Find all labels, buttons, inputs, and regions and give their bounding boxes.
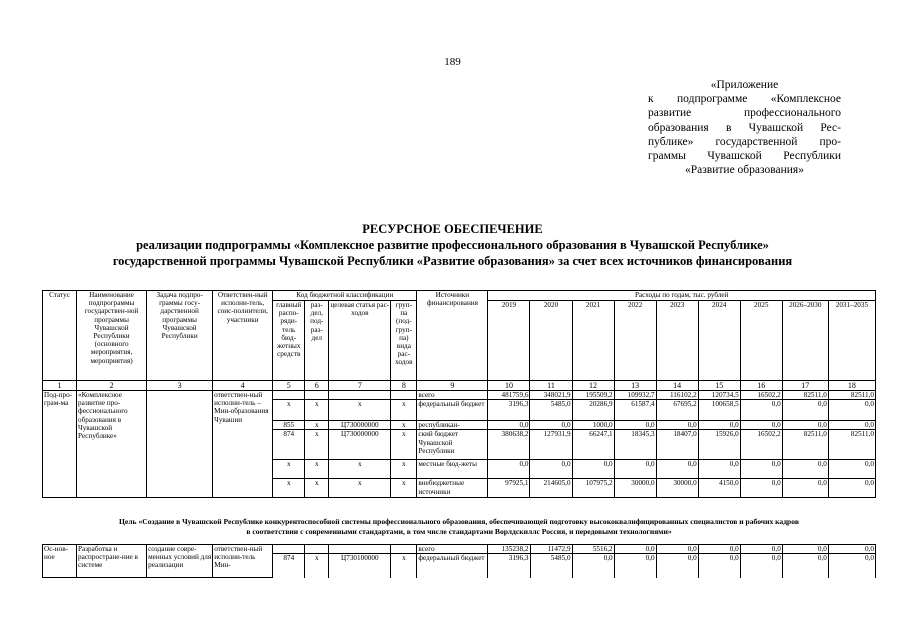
header-year: 2023 [656,301,698,381]
cell-group: x [391,421,417,430]
appendix-line: к подпрограмме «Комплексное [648,93,841,106]
cell-value: 0,0 [614,421,656,430]
goal-line: Цель «Создание в Чувашской Республике конкурентоспособной системы профессионального образования, обеспечивающей подготовку высококвалифицированных специалистов и рабочих кадров [119,517,799,526]
cell-source: внебюджетные источники [417,479,488,498]
cell-value: 0,0 [828,421,875,430]
doc-subtitle-2: государственной программы Чувашской Республики «Развитие образования» за счет всех источников финансирования [112,254,793,268]
row-status: Под-про-грам-ма [43,391,77,498]
cell-value: 30000,0 [656,479,698,498]
cell-grbs: x [273,479,305,498]
column-number: 16 [740,381,782,391]
doc-title: РЕСУРСНОЕ ОБЕСПЕЧЕНИЕ [362,222,543,236]
cell-target [329,391,391,400]
row-status: Ос-нов-ное [43,545,77,578]
cell-value: 30000,0 [614,479,656,498]
cell-target: x [329,460,391,479]
cell-group: x [391,554,417,578]
header-year: 2019 [488,301,530,381]
cell-value: 0,0 [782,545,828,554]
cell-value: 116102,2 [656,391,698,400]
header-section: раз-дел, под-раз-дел [305,301,329,381]
cell-source: федеральный бюджет [417,400,488,421]
cell-value: 0,0 [656,460,698,479]
cell-value: 16502,2 [740,430,782,460]
cell-value: 214605,0 [530,479,572,498]
appendix-line: «Развитие образования» [685,164,804,177]
cell-value: 0,0 [740,460,782,479]
cell-grbs: 874 [273,554,305,578]
cell-group: x [391,460,417,479]
resource-table-continued [42,544,876,578]
column-number: 12 [572,381,614,391]
header-year: 2021 [572,301,614,381]
cell-value: 1000,0 [572,421,614,430]
cell-value: 0,0 [828,400,875,421]
cell-value: 195509,2 [572,391,614,400]
column-number: 15 [698,381,740,391]
column-number: 17 [782,381,828,391]
cell-value: 135238,2 [488,545,530,554]
cell-source: всего [417,391,488,400]
header-sources: Источники финансирования [417,291,488,381]
cell-value: 5485,0 [530,554,572,578]
goal-statement [42,517,876,537]
cell-value: 5485,0 [530,400,572,421]
cell-value: 0,0 [740,421,782,430]
row-responsible: ответствен-ный исполни-тель – Мин-образования Чувашии [213,391,273,498]
cell-value: 0,0 [782,421,828,430]
cell-source: местные бюд-жеты [417,460,488,479]
row-task [147,391,213,498]
cell-value: 0,0 [828,545,875,554]
cell-value: 120734,5 [698,391,740,400]
appendix-line: граммы Чувашской Республики [648,150,841,163]
row-responsible: ответствен-ный исполни-тель Мин- [213,545,273,578]
appendix-line: «Приложение [710,79,779,91]
column-number: 5 [273,381,305,391]
cell-value: 0,0 [572,554,614,578]
cell-grbs: 855 [273,421,305,430]
header-responsible: Ответствен-ный исполни-тель, соис-полнители, участники [213,291,273,381]
header-status: Статус [43,291,77,381]
cell-value: 380638,2 [488,430,530,460]
cell-section [305,391,329,400]
cell-value: 0,0 [488,460,530,479]
column-number-row [43,381,876,391]
header-name: Наименование подпрограммы государствен-ной программы Чувашской Республики (основного мероприятия, мероприятия) [77,291,147,381]
goal-line: в соответствии с современными стандартами, в том числе стандартами Ворлдскиллс Россия, и передовыми технологиями» [246,527,672,536]
header-grbs: главный распо-ряди-тель бюд-жетных средств [273,301,305,381]
column-number: 2 [77,381,147,391]
column-number: 8 [391,381,417,391]
cell-value: 0,0 [614,460,656,479]
cell-value: 0,0 [698,545,740,554]
resource-table [42,290,876,498]
column-number: 9 [417,381,488,391]
cell-source: всего [417,545,488,554]
cell-value: 18345,3 [614,430,656,460]
cell-group [391,545,417,554]
cell-group: x [391,479,417,498]
cell-value: 0,0 [656,421,698,430]
column-number: 13 [614,381,656,391]
cell-value: 107975,2 [572,479,614,498]
cell-section [305,545,329,554]
cell-value: 0,0 [740,545,782,554]
header-year: 2026–2030 [782,301,828,381]
cell-value: 82511,0 [828,430,875,460]
appendix-note [648,78,841,177]
cell-value: 18407,0 [656,430,698,460]
cell-value: 0,0 [782,400,828,421]
cell-value: 16502,2 [740,391,782,400]
column-number: 3 [147,381,213,391]
cell-value: 0,0 [572,460,614,479]
cell-target [329,545,391,554]
cell-value: 0,0 [782,479,828,498]
cell-section: x [305,400,329,421]
header-task: Задача подпро-граммы госу-дарственной программы Чувашской Республики [147,291,213,381]
cell-value: 348021,9 [530,391,572,400]
column-number: 7 [329,381,391,391]
header-target: целевая статья рас-ходов [329,301,391,381]
cell-value: 0,0 [530,460,572,479]
cell-target: x [329,400,391,421]
column-number: 1 [43,381,77,391]
cell-section: x [305,554,329,578]
cell-value: 0,0 [740,479,782,498]
cell-value: 0,0 [782,554,828,578]
header-year: 2024 [698,301,740,381]
cell-value: 66247,1 [572,430,614,460]
column-number: 6 [305,381,329,391]
cell-value: 67695,2 [656,400,698,421]
header-budget-code: Код бюджетной классификации [273,291,417,301]
cell-value: 0,0 [828,554,875,578]
page-number: 189 [444,56,461,68]
header-year: 2025 [740,301,782,381]
cell-value: 20286,9 [572,400,614,421]
cell-value: 0,0 [782,460,828,479]
cell-value: 82511,0 [782,430,828,460]
column-number: 14 [656,381,698,391]
cell-grbs: 874 [273,430,305,460]
cell-section: x [305,479,329,498]
cell-value: 0,0 [614,554,656,578]
cell-value: 481759,6 [488,391,530,400]
header-year: 2031–2035 [828,301,875,381]
cell-value: 0,0 [614,545,656,554]
cell-value: 127931,9 [530,430,572,460]
cell-section: x [305,460,329,479]
cell-value: 0,0 [488,421,530,430]
cell-value: 0,0 [530,421,572,430]
table-row [43,391,876,400]
cell-target: Ц730000000 [329,430,391,460]
cell-source: федеральный бюджет [417,554,488,578]
appendix-line: публике» государственной про- [648,135,841,148]
row-task: создание совре-менных условий для реализации [147,545,213,578]
cell-value: 3196,3 [488,400,530,421]
header-year: 2022 [614,301,656,381]
header-expense-group: груп-па (под-груп-па) вида рас-ходов [391,301,417,381]
cell-value: 100658,5 [698,400,740,421]
cell-value: 0,0 [740,400,782,421]
cell-target: Ц730100000 [329,554,391,578]
header-expenses: Расходы по годам, тыс. рублей [488,291,876,301]
cell-value: 0,0 [656,554,698,578]
cell-group: x [391,430,417,460]
cell-group [391,391,417,400]
doc-subtitle-1: реализации подпрограммы «Комплексное развитие профессионального образования в Чувашской Республике» [136,238,769,252]
cell-section: x [305,421,329,430]
cell-value: 61587,4 [614,400,656,421]
row-name: Разработка и распростране-ние в системе [77,545,147,578]
cell-value: 11472,9 [530,545,572,554]
cell-value: 0,0 [698,421,740,430]
cell-value: 82511,0 [828,391,875,400]
cell-grbs: x [273,400,305,421]
column-number: 11 [530,381,572,391]
cell-value: 0,0 [698,554,740,578]
column-number: 4 [213,381,273,391]
cell-grbs [273,545,305,554]
cell-target: x [329,479,391,498]
cell-source: республикан- [417,421,488,430]
cell-value: 0,0 [828,479,875,498]
row-name: «Комплексное развитие про-фессионального образования в Чувашской Республике» [77,391,147,498]
cell-group: x [391,400,417,421]
cell-value: 5516,2 [572,545,614,554]
column-number: 18 [828,381,875,391]
cell-target: Ц730000000 [329,421,391,430]
header-year: 2020 [530,301,572,381]
cell-grbs [273,391,305,400]
cell-value: 0,0 [656,545,698,554]
cell-section: x [305,430,329,460]
cell-value: 97925,1 [488,479,530,498]
cell-value: 3196,3 [488,554,530,578]
cell-value: 0,0 [740,554,782,578]
column-number: 10 [488,381,530,391]
table-row [43,545,876,554]
cell-source: ский бюджет Чувашской Республики [417,430,488,460]
cell-value: 15926,0 [698,430,740,460]
cell-grbs: x [273,460,305,479]
cell-value: 109932,7 [614,391,656,400]
cell-value: 0,0 [698,460,740,479]
appendix-line: образования в Чувашской Рес- [648,121,841,134]
appendix-line: развитие профессионального [648,107,841,120]
cell-value: 4150,0 [698,479,740,498]
cell-value: 82511,0 [782,391,828,400]
cell-value: 0,0 [828,460,875,479]
